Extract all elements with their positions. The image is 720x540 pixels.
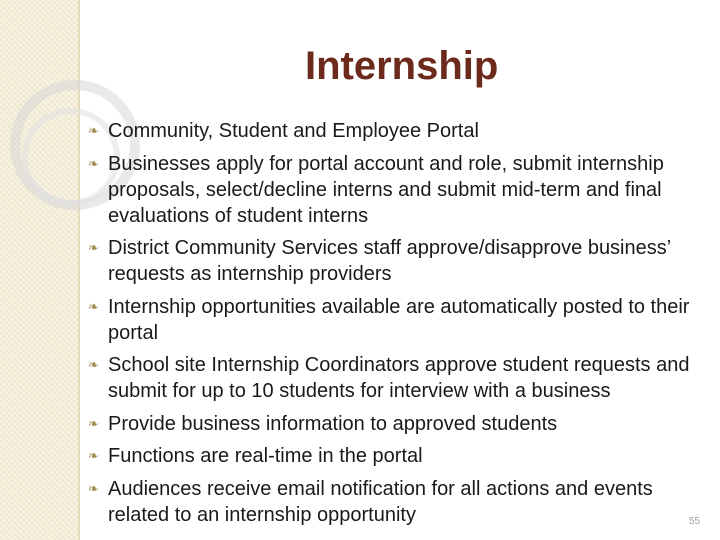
feather-bullet-icon: ❧: [88, 155, 99, 171]
bullet-text: Businesses apply for portal account and role, submit internship proposals, select/decline interns and submit mid-term and final evaluations of student interns: [108, 152, 664, 227]
bullet-text: Provide business information to approved students: [108, 412, 558, 435]
slide-title: Internship: [305, 44, 499, 88]
bullet-text: School site Internship Coordinators approve student requests and submit for up to 10 students for interview with a business: [108, 354, 690, 402]
feather-bullet-icon: ❧: [88, 240, 99, 255]
bullet-item: [88, 294, 708, 346]
bullet-item: [88, 151, 708, 229]
bullet-text: District Community Services staff approve/disapprove business’ requests as internship providers: [108, 237, 671, 285]
bullet-item: [88, 352, 708, 404]
bullet-item: [88, 476, 708, 528]
bullet-item: [88, 118, 708, 144]
bullet-item: [88, 235, 708, 287]
bullet-item: [88, 443, 708, 469]
bullet-text: Community, Student and Employee Portal: [108, 120, 479, 142]
bullet-text: Audiences receive email notification for all actions and events related to an internship opportunity: [108, 477, 653, 526]
bullet-item: [88, 411, 708, 437]
feather-bullet-icon: ❧: [88, 448, 99, 463]
feather-bullet-icon: ❧: [88, 357, 99, 372]
feather-bullet-icon: ❧: [88, 123, 99, 138]
page-number: 55: [689, 516, 701, 527]
feather-bullet-icon: ❧: [88, 415, 99, 431]
feather-bullet-icon: ❧: [88, 480, 99, 496]
bullet-text: Functions are real-time in the portal: [108, 445, 423, 467]
bullet-list: [88, 118, 708, 534]
feather-bullet-icon: ❧: [88, 298, 99, 314]
bullet-text: Internship opportunities available are automatically posted to their portal: [108, 295, 690, 344]
